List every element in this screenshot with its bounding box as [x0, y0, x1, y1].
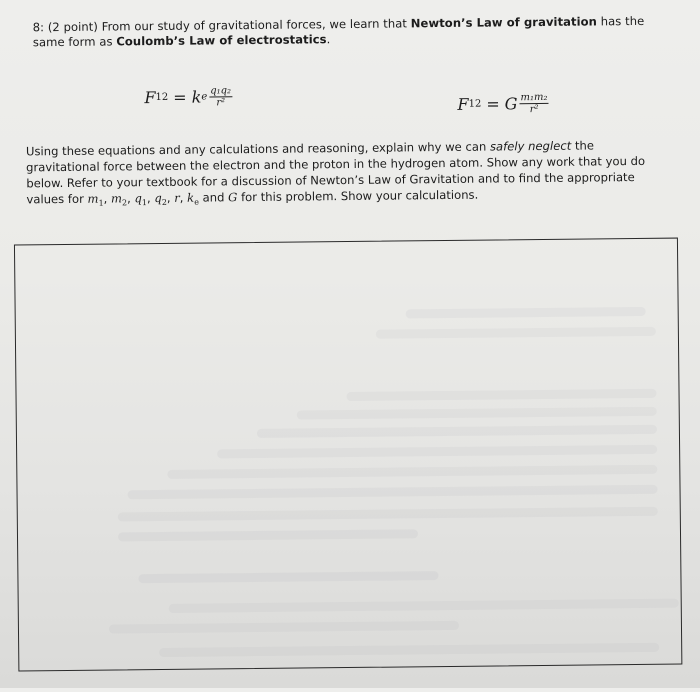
formula-equals: = [173, 87, 187, 107]
fraction-denominator: r² [216, 97, 226, 109]
formula-constant: G [504, 94, 518, 114]
fraction-numerator: q₁q₂ [210, 85, 232, 97]
answer-box[interactable] [14, 238, 682, 672]
question-points-text: (2 point) From our study of gravitational forces, we learn that [47, 16, 408, 35]
coulomb-law-formula [144, 85, 232, 109]
formula-force-sub: 12 [468, 98, 482, 110]
question-middle-text: has the same form as [32, 13, 645, 50]
variable-m2: $m_2$ [110, 191, 128, 208]
variable-ke: $k_e$ [187, 190, 199, 207]
variable-G: G [228, 190, 238, 205]
instructions-emphasis: safely neglect [489, 138, 572, 154]
instructions-part-2: the gravitational force between the electron and the proton in the hydrogen atom. Show any work that you do below. Refer to your textbook for a discussion of Newton’s Law of Gravitation and to find the appropriate values for [26, 138, 646, 207]
variable-r: r [174, 190, 180, 205]
formula-force: F [457, 94, 469, 114]
formula-equals: = [486, 94, 500, 114]
question-number: 8: [32, 20, 45, 35]
instructions-part-3: for this problem. Show your calculations. [240, 187, 479, 205]
formula-force-sub: 12 [155, 91, 169, 104]
newton-law-term: Newton’s Law of gravitation [410, 14, 598, 31]
formula-fraction [519, 92, 548, 115]
variable-m1: $m_1$ [87, 191, 104, 208]
formula-constant-sub: e [201, 91, 208, 103]
question-end: . [326, 32, 331, 47]
instructions-part-1: Using these equations and any calculations and reasoning, explain why we can [25, 139, 487, 159]
variable-q1: $q_1$ [134, 191, 148, 208]
fraction-denominator: r² [529, 104, 539, 116]
show-through-text [15, 239, 681, 671]
variable-q2: $q_2$ [154, 190, 167, 207]
coulomb-law-term: Coulomb’s Law of electrostatics [116, 32, 327, 49]
question-instructions: Using these equations and any calculations and reasoning, explain why we can safely neglect the gravitational force between the electron and the proton in the hydrogen atom. Show any work that you do below. Refer to your textbook for a discussion of Newton’s Law of Gravitation and to find the appropriate values for $m_1$, $m_2$, $q_1$, $q_2$, r, $k_e$ and G for this problem. Show your calculations. [25, 138, 646, 208]
formula-force: F [144, 88, 156, 108]
question-prompt [33, 14, 673, 51]
formula-fraction [209, 85, 232, 108]
fraction-numerator: m₁m₂ [520, 91, 548, 104]
newton-law-formula [457, 92, 548, 116]
formula-constant: k [191, 87, 202, 107]
